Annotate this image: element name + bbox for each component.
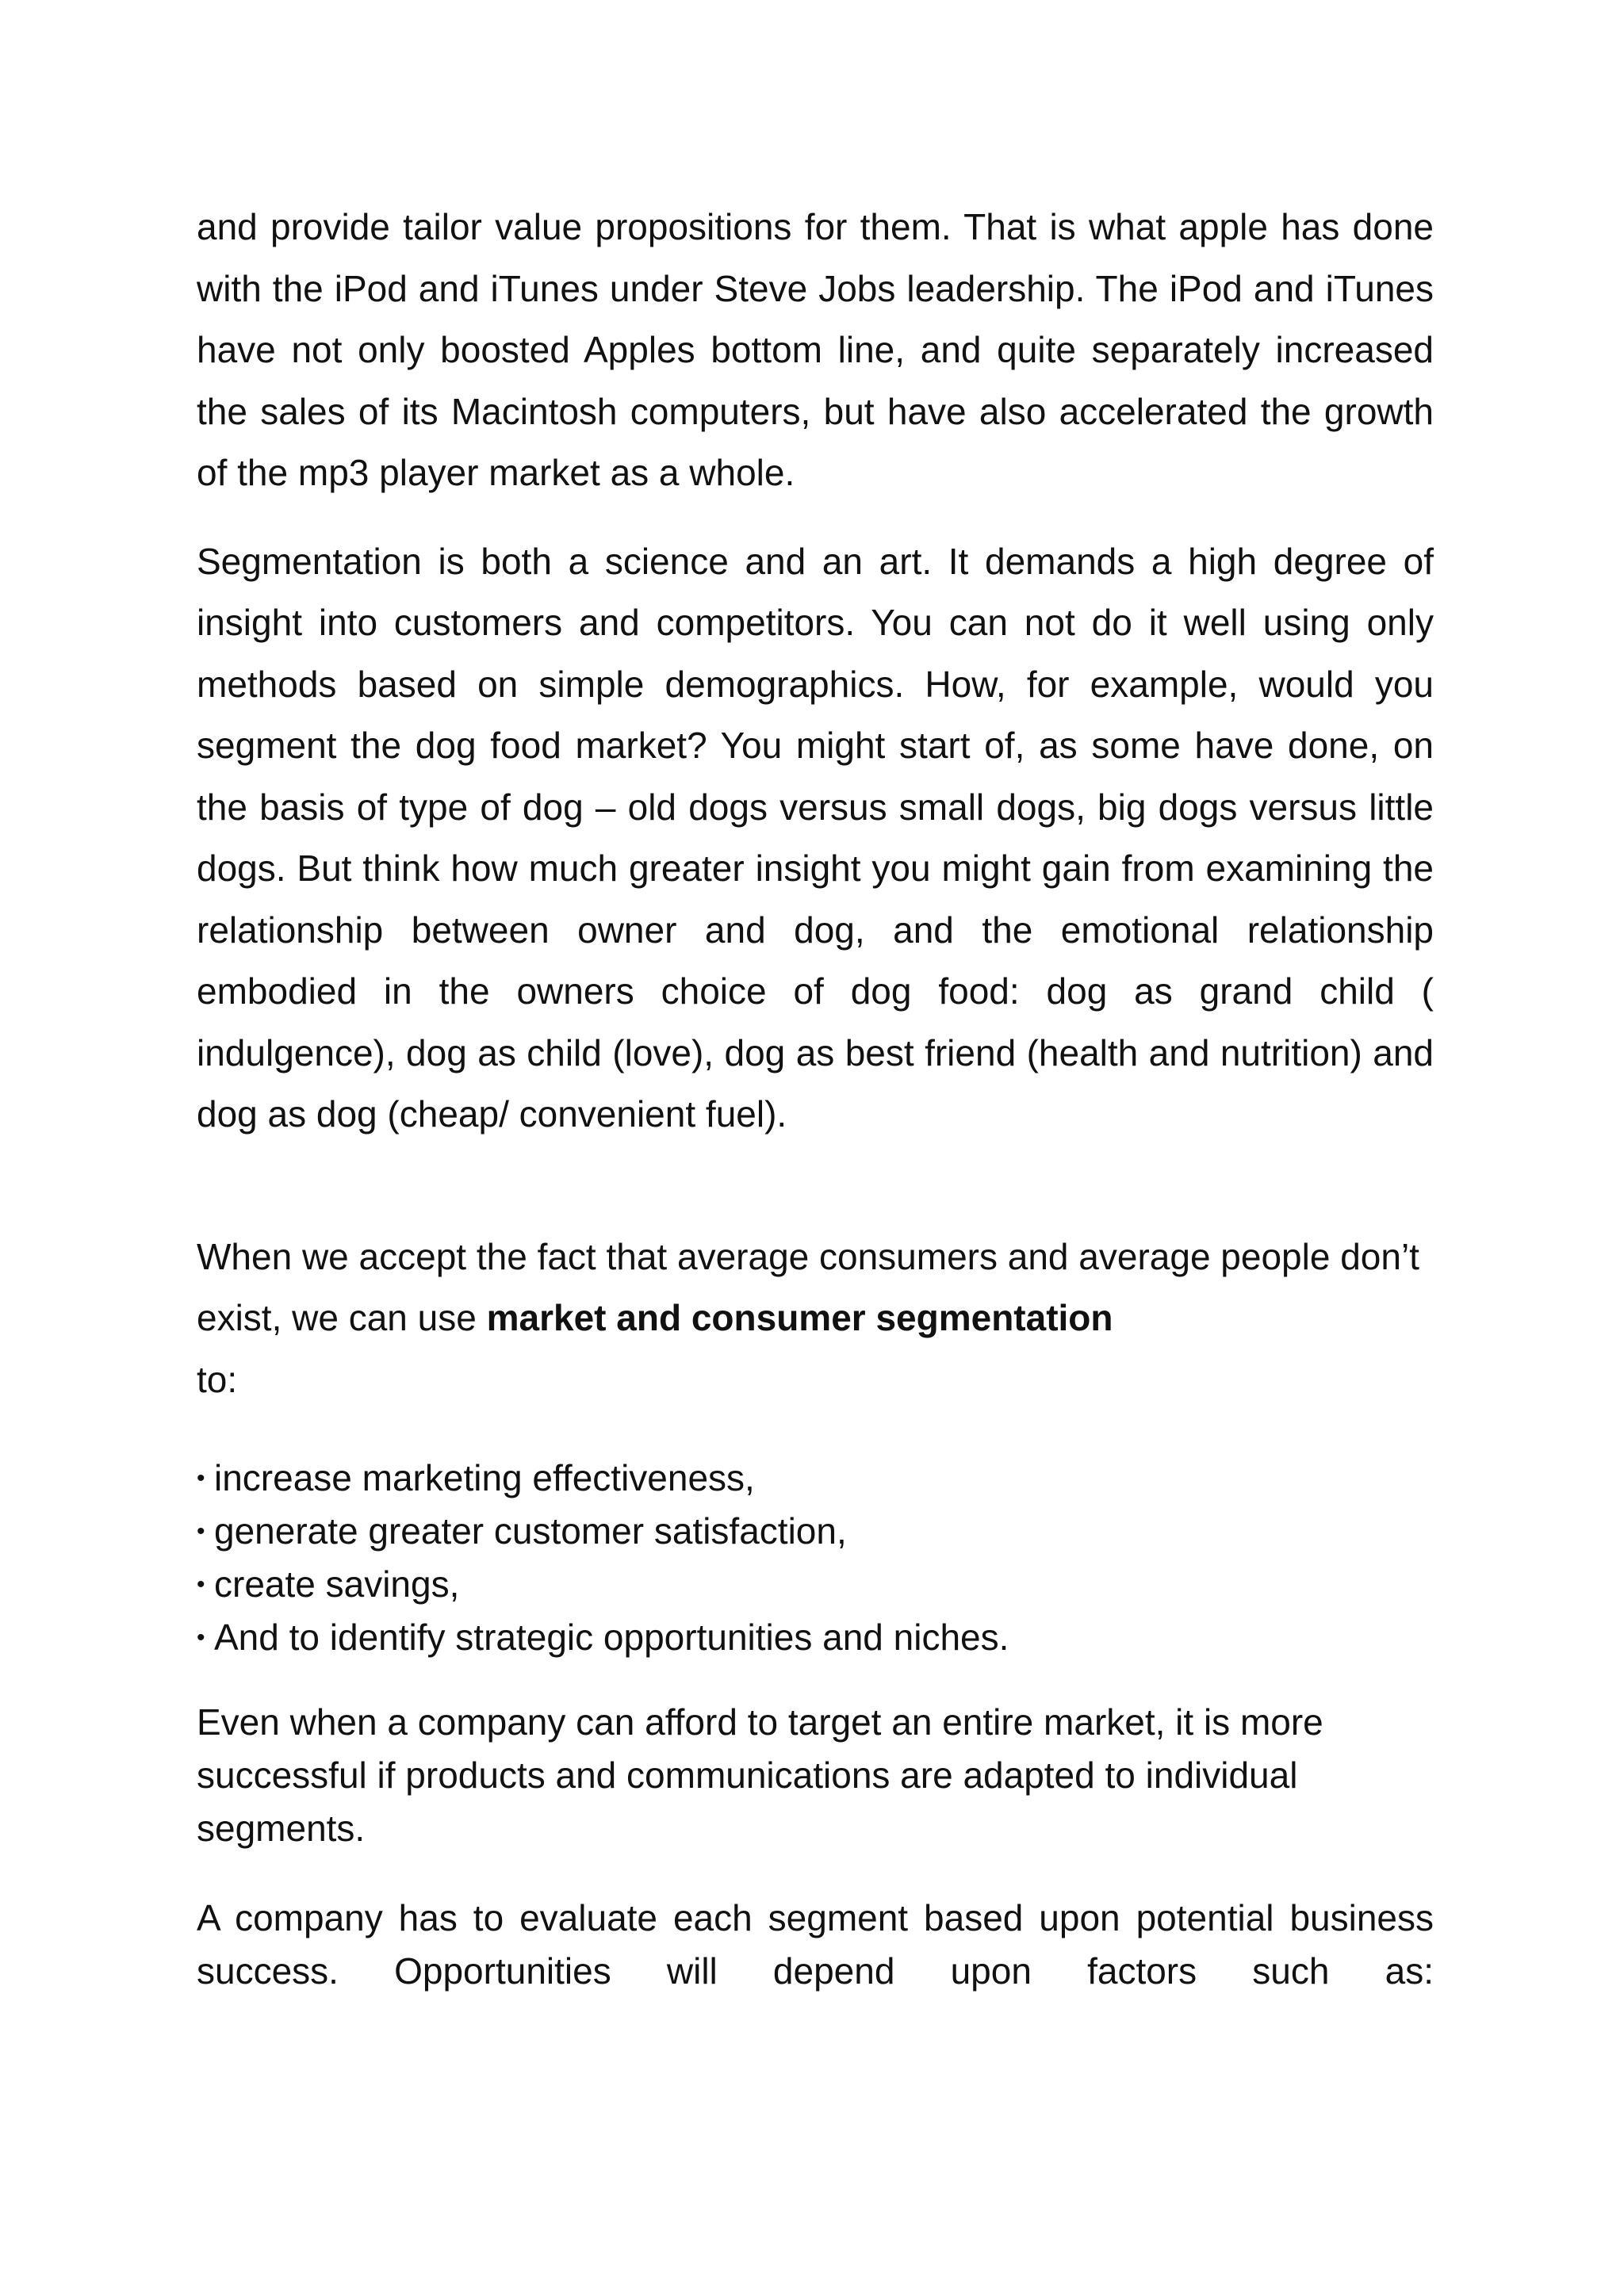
page-body	[197, 197, 1434, 1998]
paragraph-average-consumers	[197, 1226, 1434, 1411]
bullet-icon: •	[197, 1465, 205, 1491]
paragraph-target-entire-market: Even when a company can afford to target an entire market, it is more successful if products and communications are adapted to individual segments.	[197, 1701, 1323, 1849]
list-item	[197, 1505, 1434, 1558]
list-item	[197, 1558, 1434, 1611]
bullet-icon: •	[197, 1624, 205, 1651]
segmentation-benefits-list	[197, 1452, 1434, 1664]
paragraph-apple-ipod: and provide tailor value propositions for them. That is what apple has done with the iPod and iTunes under Steve Jobs leadership. The iPod and iTunes have not only boosted Apples bottom line, and quite separately increased the sales of its Macintosh computers, but have also accelerated the growth of the mp3 player market as a whole.	[197, 206, 1434, 493]
list-item-text: create savings,	[214, 1563, 460, 1605]
paragraph-average-consumers-text: When we accept the fact that average consumers and average people don’t exist, we can use	[197, 1235, 1419, 1338]
list-item-text: generate greater customer satisfaction,	[214, 1510, 847, 1552]
bullet-icon: •	[197, 1571, 205, 1598]
list-item-text: increase marketing effectiveness,	[214, 1457, 755, 1498]
paragraph-segmentation-science-art: Segmentation is both a science and an art. It demands a high degree of insight into customers and competitors. You can not do it well using only methods based on simple demographics. How, for example, would you segment the dog food market? You might start of, as some have done, on the basis of type of dog – old dogs versus small dogs, big dogs versus little dogs. But think how much greater insight you might gain from examining the relationship between owner and dog, and the emotional relationship embodied in the owners choice of dog food: dog as grand child ( indulgence), dog as child (love), dog as best friend (health and nutrition) and dog as dog (cheap/ convenient fuel).	[197, 540, 1434, 1135]
paragraph-evaluate-segment: A company has to evaluate each segment based upon potential business success. Opportunities will depend upon factors such as:	[197, 1897, 1434, 1992]
list-item-text: And to identify strategic opportunities and niches.	[214, 1617, 1009, 1658]
list-item	[197, 1452, 1434, 1505]
bold-market-consumer-segmentation: market and consumer segmentation	[486, 1297, 1113, 1338]
list-item	[197, 1611, 1434, 1664]
bullet-icon: •	[197, 1518, 205, 1544]
paragraph-average-consumers-ending: to:	[197, 1358, 238, 1400]
